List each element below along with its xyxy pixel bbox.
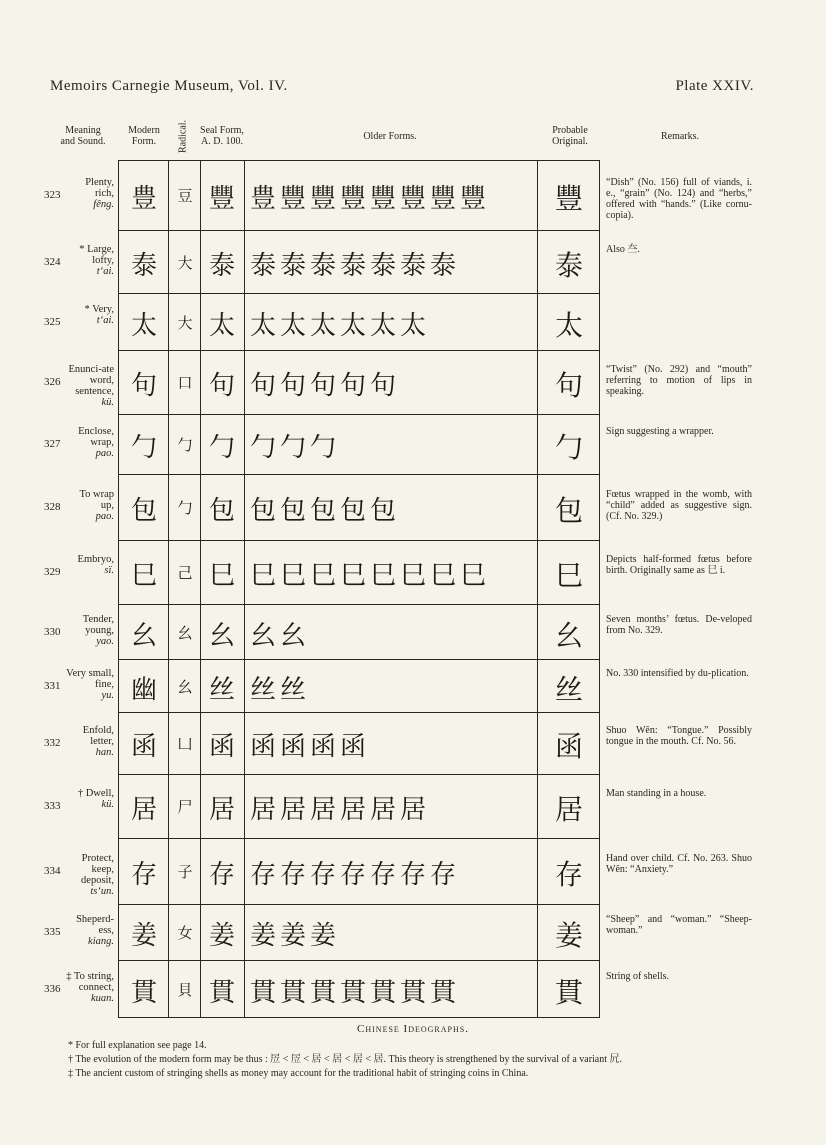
footnote: * For full explanation see page 14. [68, 1040, 207, 1051]
meaning-sound [64, 177, 114, 210]
row-divider [538, 540, 600, 541]
row-divider [118, 838, 538, 839]
probable-original: 豐 [554, 182, 583, 215]
row-divider [118, 540, 538, 541]
table-row [0, 414, 826, 474]
table-row [0, 160, 826, 230]
entry-number: 323 [44, 189, 61, 201]
probable-original: 幺 [554, 618, 583, 652]
table-row [0, 230, 826, 293]
sound-text: pao. [95, 511, 114, 522]
remark: Depicts half-formed fœtus before birth. Originally same as 巳 i. [606, 554, 752, 576]
modern-form: 貫 [130, 978, 157, 1008]
sound-text: han. [95, 747, 114, 758]
older-forms: 貫貫貫貫貫貫貫 [250, 978, 461, 1008]
radical: 幺 [177, 623, 193, 642]
plate-caption: Chinese Ideographs. [357, 1023, 469, 1035]
meaning-text: Plenty, rich, [85, 177, 114, 199]
probable-original: 包 [554, 494, 583, 527]
entry-number: 324 [44, 255, 61, 268]
entry-number: 329 [44, 566, 61, 578]
col-head-radical: Radical. [177, 119, 189, 153]
older-forms: 勹勹勹 [250, 433, 341, 463]
seal-form: 句 [208, 371, 235, 401]
entry-number: 336 [44, 983, 61, 995]
header-left: Memoirs Carnegie Museum, Vol. IV. [50, 78, 288, 94]
entry-number: 325 [44, 315, 61, 328]
radical: 貝 [177, 981, 193, 999]
seal-form: 存 [208, 860, 235, 890]
seal-form: 姜 [208, 921, 235, 951]
sound-text: t‘ai. [96, 265, 114, 277]
row-divider [538, 659, 600, 660]
seal-form: 泰 [208, 250, 235, 281]
header-right: Plate XXIV. [675, 78, 754, 94]
older-forms: 丝丝 [250, 674, 311, 705]
probable-original: 巳 [554, 559, 583, 592]
probable-original: 句 [554, 369, 583, 402]
meaning-sound [64, 788, 114, 810]
table-row [0, 474, 826, 540]
meaning-text: * Large, lofty, [79, 243, 114, 266]
entry-number: 330 [44, 625, 61, 638]
remark: String of shells. [606, 971, 670, 982]
meaning-text: Embryo, [77, 554, 114, 565]
meaning-text: * Very, [84, 303, 114, 315]
seal-form: 居 [208, 795, 235, 825]
meaning-text: ‡ To string, connect, [66, 971, 114, 993]
radical: 子 [177, 863, 193, 881]
row-divider [118, 474, 538, 475]
probable-original: 太 [554, 308, 583, 342]
row-divider [118, 659, 538, 660]
sound-text: fêng. [93, 199, 114, 210]
modern-form: 巳 [130, 561, 157, 591]
row-divider [538, 904, 600, 905]
modern-form: 豊 [130, 184, 157, 214]
row-divider [538, 604, 600, 605]
probable-original: 存 [554, 858, 583, 891]
seal-form: 勹 [208, 433, 235, 463]
footnote: † The evolution of the modern form may be thus : 㞐 < 㞐 < 居 < 居 < 居 < 居. This theory is strengthened by the survival of a variant 凥. [68, 1054, 623, 1065]
row-divider [118, 414, 538, 415]
remark: Fœtus wrapped in the womb, with “child” added as suggestive sign. (Cf. No. 329.) [606, 489, 752, 522]
sound-text: kiang. [88, 936, 114, 947]
meaning-sound [64, 971, 114, 1004]
meaning-text: Enclose, wrap, [78, 426, 114, 448]
row-divider [538, 474, 600, 475]
probable-original: 姜 [554, 919, 583, 952]
radical: 大 [177, 313, 193, 332]
modern-form: 泰 [130, 250, 157, 281]
meaning-sound [64, 853, 114, 897]
seal-form: 貫 [208, 978, 235, 1008]
col-head-meaning: Meaning and Sound. [60, 125, 106, 147]
meaning-sound [64, 489, 114, 522]
radical: 大 [177, 253, 193, 272]
table-row [0, 960, 826, 1018]
meaning-text: Enfold, letter, [82, 725, 114, 747]
probable-original: 函 [554, 730, 583, 763]
row-divider [538, 414, 600, 415]
col-head-remarks: Remarks. [660, 130, 700, 142]
radical: 己 [177, 564, 193, 582]
meaning-text: To wrap up, [79, 489, 114, 511]
remark: Also 夳. [606, 243, 640, 255]
modern-form: 太 [130, 310, 157, 341]
row-divider [118, 712, 538, 713]
remark: Sign suggesting a wrapper. [606, 426, 714, 437]
meaning-sound [64, 426, 114, 459]
radical: 凵 [177, 735, 193, 753]
seal-form: 巳 [208, 561, 235, 591]
seal-form: 丝 [208, 674, 235, 705]
sound-text: sï. [104, 565, 114, 576]
seal-form: 幺 [208, 620, 235, 651]
entry-number: 334 [44, 865, 61, 877]
meaning-sound [64, 244, 114, 277]
older-forms: 泰泰泰泰泰泰泰 [250, 250, 461, 281]
modern-form: 居 [130, 795, 157, 825]
col-head-modern: Modern Form. [128, 125, 160, 147]
radical: 勹 [177, 436, 193, 454]
sound-text: pao. [95, 448, 114, 459]
remark: “Dish” (No. 156) full of viands, i. e., “grain” (No. 124) and “herbs,” offered with “hands.” (Like cornu-copia). [606, 177, 752, 221]
remark: Man standing in a house. [606, 788, 707, 799]
modern-form: 存 [130, 860, 157, 890]
older-forms: 存存存存存存存 [250, 860, 461, 890]
col-head-probable: Probable Original. [552, 125, 588, 147]
table-row [0, 540, 826, 604]
modern-form: 句 [130, 371, 157, 401]
radical: 尸 [177, 798, 193, 816]
older-forms: 函函函函 [250, 732, 371, 762]
modern-form: 姜 [130, 921, 157, 951]
sound-text: kü. [101, 397, 114, 408]
meaning-sound [64, 304, 114, 326]
row-divider [538, 838, 600, 839]
older-forms: 幺幺 [250, 620, 311, 651]
entry-number: 328 [44, 501, 61, 513]
row-divider [118, 774, 538, 775]
probable-original: 貫 [554, 976, 583, 1009]
radical: 口 [177, 374, 193, 392]
sound-text: yu. [101, 689, 114, 701]
older-forms: 姜姜姜 [250, 921, 341, 951]
table-row [0, 774, 826, 838]
entry-number: 326 [44, 376, 61, 388]
older-forms: 太太太太太太 [250, 310, 431, 341]
sound-text: kü. [101, 799, 114, 810]
entry-number: 331 [44, 679, 61, 692]
table-row [0, 904, 826, 960]
remark: Seven months’ fœtus. De-veloped from No. 329. [606, 613, 752, 636]
table-row [0, 659, 826, 712]
meaning-sound [64, 614, 114, 647]
older-forms: 包包包包包 [250, 496, 401, 526]
row-divider [538, 350, 600, 351]
meaning-sound [64, 914, 114, 947]
seal-form: 包 [208, 496, 235, 526]
row-divider [118, 350, 538, 351]
row-divider [538, 712, 600, 713]
meaning-text: † Dwell, [77, 788, 114, 799]
modern-form: 幽 [130, 674, 157, 705]
row-divider [538, 774, 600, 775]
row-divider [118, 230, 538, 231]
remark: No. 330 intensified by du-plication. [606, 667, 749, 679]
meaning-sound [64, 668, 114, 701]
meaning-sound [64, 364, 114, 408]
older-forms: 居居居居居居 [250, 795, 431, 825]
sound-text: yao. [96, 635, 114, 647]
entry-number: 333 [44, 800, 61, 812]
table-row [0, 712, 826, 774]
row-divider [118, 960, 538, 961]
table-row [0, 838, 826, 904]
sound-text: ts‘un. [90, 886, 114, 897]
meaning-text: Tender, young, [82, 613, 114, 636]
radical: 勹 [177, 499, 193, 517]
row-divider [538, 293, 600, 294]
modern-form: 函 [130, 732, 157, 762]
seal-form: 豐 [208, 184, 235, 214]
table-row [0, 293, 826, 350]
older-forms: 巳巳巳巳巳巳巳巳 [250, 561, 491, 591]
row-divider [538, 960, 600, 961]
row-divider [538, 230, 600, 231]
seal-form: 太 [208, 310, 235, 341]
radical: 豆 [177, 187, 193, 205]
meaning-text: Protect, keep, deposit, [81, 853, 114, 886]
entry-number: 327 [44, 438, 61, 450]
modern-form: 勹 [130, 433, 157, 463]
probable-original: 丝 [554, 672, 583, 706]
modern-form: 包 [130, 496, 157, 526]
older-forms: 句句句句句 [250, 371, 401, 401]
col-head-older: Older Forms. [363, 130, 417, 142]
probable-original: 勹 [554, 431, 583, 464]
modern-form: 幺 [130, 620, 157, 651]
probable-original: 泰 [554, 248, 583, 282]
remark: Hand over child. Cf. No. 263. Shuo Wên: “Anxiety.” [606, 853, 752, 875]
radical: 幺 [177, 677, 193, 696]
radical: 女 [177, 924, 193, 942]
meaning-text: Sheperd-ess, [76, 914, 114, 936]
sound-text: kuan. [90, 993, 114, 1004]
meaning-sound [64, 554, 114, 576]
entry-number: 332 [44, 737, 61, 749]
row-divider [118, 293, 538, 294]
sound-text: t‘ai. [96, 314, 114, 326]
meaning-text: Enunci-ate word, sentence, [68, 364, 114, 397]
older-forms: 豊豐豐豐豐豐豐豐 [250, 184, 491, 214]
col-head-seal: Seal Form, A. D. 100. [200, 125, 244, 147]
remark: “Twist” (No. 292) and “mouth” referring to motion of lips in speaking. [606, 364, 752, 397]
row-divider [118, 604, 538, 605]
row-divider [118, 904, 538, 905]
entry-number: 335 [44, 926, 61, 938]
meaning-text: Very small, fine, [66, 667, 114, 690]
table-row [0, 350, 826, 414]
meaning-sound [64, 725, 114, 758]
table-row [0, 604, 826, 659]
remark: Shuo Wên: “Tongue.” Possibly tongue in the mouth. Cf. No. 56. [606, 725, 752, 747]
footnote: ‡ The ancient custom of stringing shells as money may account for the traditional habit of stringing coins in China. [68, 1068, 529, 1079]
remark: “Sheep” and “woman.” “Sheep-woman.” [606, 914, 752, 936]
probable-original: 居 [554, 793, 583, 826]
seal-form: 函 [208, 732, 235, 762]
